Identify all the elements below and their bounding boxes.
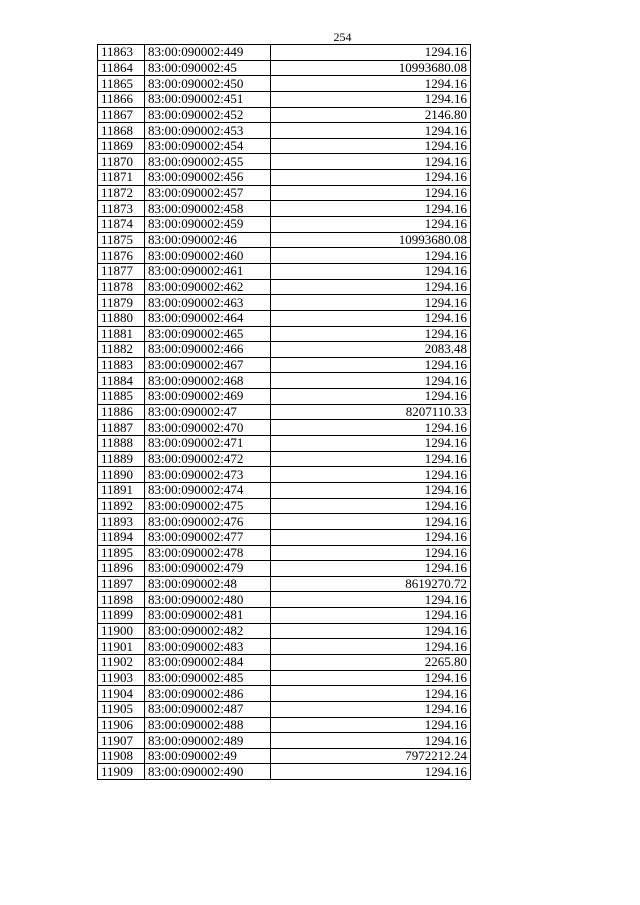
table-row: [98, 185, 471, 201]
cadastral-number-cell: 83:00:090002:475: [145, 498, 271, 514]
table-row: [98, 138, 471, 154]
value-cell: 2083.48: [271, 342, 471, 358]
value-cell: 8619270.72: [271, 576, 471, 592]
value-cell: 1294.16: [271, 248, 471, 264]
row-number-cell: 11897: [98, 576, 145, 592]
cadastral-number-cell: 83:00:090002:449: [145, 45, 271, 61]
cadastral-number-cell: 83:00:090002:464: [145, 310, 271, 326]
value-cell: 2265.80: [271, 654, 471, 670]
cadastral-number-cell: 83:00:090002:455: [145, 154, 271, 170]
table-row: [98, 373, 471, 389]
row-number-cell: 11877: [98, 263, 145, 279]
row-number-cell: 11898: [98, 592, 145, 608]
row-number-cell: 11888: [98, 436, 145, 452]
row-number-cell: 11880: [98, 310, 145, 326]
table-row: [98, 764, 471, 780]
cadastral-number-cell: 83:00:090002:49: [145, 748, 271, 764]
cadastral-number-cell: 83:00:090002:486: [145, 686, 271, 702]
table-row: [98, 670, 471, 686]
table-row: [98, 45, 471, 61]
row-number-cell: 11889: [98, 451, 145, 467]
cadastral-number-cell: 83:00:090002:459: [145, 217, 271, 233]
table-row: [98, 60, 471, 76]
table-row: [98, 639, 471, 655]
table-row: [98, 529, 471, 545]
value-cell: 1294.16: [271, 420, 471, 436]
row-number-cell: 11893: [98, 514, 145, 530]
cadastral-number-cell: 83:00:090002:45: [145, 60, 271, 76]
value-cell: 1294.16: [271, 764, 471, 780]
value-cell: 1294.16: [271, 592, 471, 608]
table-row: [98, 357, 471, 373]
row-number-cell: 11865: [98, 76, 145, 92]
value-cell: 1294.16: [271, 389, 471, 405]
page-number: 254: [333, 30, 352, 44]
value-cell: 1294.16: [271, 295, 471, 311]
cadastral-number-cell: 83:00:090002:480: [145, 592, 271, 608]
cadastral-number-cell: 83:00:090002:46: [145, 232, 271, 248]
table-row: [98, 717, 471, 733]
cadastral-number-cell: 83:00:090002:487: [145, 701, 271, 717]
cadastral-number-cell: 83:00:090002:450: [145, 76, 271, 92]
row-number-cell: 11884: [98, 373, 145, 389]
row-number-cell: 11909: [98, 764, 145, 780]
row-number-cell: 11903: [98, 670, 145, 686]
row-number-cell: 11875: [98, 232, 145, 248]
value-cell: 1294.16: [271, 608, 471, 624]
value-cell: 1294.16: [271, 623, 471, 639]
table-row: [98, 107, 471, 123]
cadastral-number-cell: 83:00:090002:471: [145, 436, 271, 452]
table-row: [98, 123, 471, 139]
value-cell: 1294.16: [271, 123, 471, 139]
cadastral-number-cell: 83:00:090002:477: [145, 529, 271, 545]
table-row: [98, 467, 471, 483]
row-number-cell: 11872: [98, 185, 145, 201]
value-cell: 1294.16: [271, 357, 471, 373]
row-number-cell: 11866: [98, 91, 145, 107]
cadastral-number-cell: 83:00:090002:460: [145, 248, 271, 264]
row-number-cell: 11864: [98, 60, 145, 76]
row-number-cell: 11870: [98, 154, 145, 170]
value-cell: 10993680.08: [271, 232, 471, 248]
row-number-cell: 11906: [98, 717, 145, 733]
value-cell: 1294.16: [271, 326, 471, 342]
value-cell: 1294.16: [271, 138, 471, 154]
cadastral-number-cell: 83:00:090002:468: [145, 373, 271, 389]
table-row: [98, 154, 471, 170]
table-row: [98, 217, 471, 233]
value-cell: 1294.16: [271, 263, 471, 279]
row-number-cell: 11883: [98, 357, 145, 373]
cadastral-number-cell: 83:00:090002:47: [145, 404, 271, 420]
table-row: [98, 404, 471, 420]
table-row: [98, 514, 471, 530]
row-number-cell: 11902: [98, 654, 145, 670]
table-row: [98, 295, 471, 311]
table-row: [98, 592, 471, 608]
cadastral-number-cell: 83:00:090002:489: [145, 733, 271, 749]
table-row: [98, 608, 471, 624]
cadastral-number-cell: 83:00:090002:481: [145, 608, 271, 624]
table-row: [98, 748, 471, 764]
row-number-cell: 11907: [98, 733, 145, 749]
cadastral-number-cell: 83:00:090002:453: [145, 123, 271, 139]
row-number-cell: 11891: [98, 482, 145, 498]
row-number-cell: 11878: [98, 279, 145, 295]
row-number-cell: 11869: [98, 138, 145, 154]
table-row: [98, 482, 471, 498]
value-cell: 1294.16: [271, 498, 471, 514]
table-row: [98, 623, 471, 639]
cadastral-number-cell: 83:00:090002:454: [145, 138, 271, 154]
table-row: [98, 263, 471, 279]
cadastral-number-cell: 83:00:090002:451: [145, 91, 271, 107]
value-cell: 1294.16: [271, 201, 471, 217]
row-number-cell: 11885: [98, 389, 145, 405]
row-number-cell: 11901: [98, 639, 145, 655]
cadastral-number-cell: 83:00:090002:469: [145, 389, 271, 405]
value-cell: 1294.16: [271, 154, 471, 170]
value-cell: 1294.16: [271, 639, 471, 655]
row-number-cell: 11887: [98, 420, 145, 436]
value-cell: 1294.16: [271, 733, 471, 749]
value-cell: 1294.16: [271, 529, 471, 545]
value-cell: 2146.80: [271, 107, 471, 123]
cadastral-number-cell: 83:00:090002:463: [145, 295, 271, 311]
value-cell: 10993680.08: [271, 60, 471, 76]
registry-table: [97, 44, 471, 780]
cadastral-number-cell: 83:00:090002:478: [145, 545, 271, 561]
value-cell: 1294.16: [271, 91, 471, 107]
value-cell: 1294.16: [271, 185, 471, 201]
table-row: [98, 451, 471, 467]
value-cell: 1294.16: [271, 310, 471, 326]
cadastral-number-cell: 83:00:090002:466: [145, 342, 271, 358]
value-cell: 1294.16: [271, 561, 471, 577]
value-cell: 1294.16: [271, 686, 471, 702]
cadastral-number-cell: 83:00:090002:474: [145, 482, 271, 498]
table-row: [98, 310, 471, 326]
row-number-cell: 11900: [98, 623, 145, 639]
table-row: [98, 201, 471, 217]
value-cell: 1294.16: [271, 279, 471, 295]
value-cell: 1294.16: [271, 170, 471, 186]
row-number-cell: 11881: [98, 326, 145, 342]
cadastral-number-cell: 83:00:090002:465: [145, 326, 271, 342]
cadastral-number-cell: 83:00:090002:476: [145, 514, 271, 530]
value-cell: 7972212.24: [271, 748, 471, 764]
cadastral-number-cell: 83:00:090002:458: [145, 201, 271, 217]
row-number-cell: 11882: [98, 342, 145, 358]
row-number-cell: 11873: [98, 201, 145, 217]
cadastral-number-cell: 83:00:090002:472: [145, 451, 271, 467]
value-cell: 1294.16: [271, 482, 471, 498]
cadastral-number-cell: 83:00:090002:488: [145, 717, 271, 733]
cadastral-number-cell: 83:00:090002:456: [145, 170, 271, 186]
cadastral-number-cell: 83:00:090002:490: [145, 764, 271, 780]
value-cell: 1294.16: [271, 467, 471, 483]
row-number-cell: 11868: [98, 123, 145, 139]
cadastral-number-cell: 83:00:090002:482: [145, 623, 271, 639]
row-number-cell: 11904: [98, 686, 145, 702]
row-number-cell: 11879: [98, 295, 145, 311]
cadastral-number-cell: 83:00:090002:462: [145, 279, 271, 295]
table-row: [98, 654, 471, 670]
cadastral-number-cell: 83:00:090002:48: [145, 576, 271, 592]
row-number-cell: 11894: [98, 529, 145, 545]
row-number-cell: 11863: [98, 45, 145, 61]
table-row: [98, 170, 471, 186]
value-cell: 1294.16: [271, 514, 471, 530]
value-cell: 1294.16: [271, 670, 471, 686]
table-row: [98, 420, 471, 436]
value-cell: 1294.16: [271, 436, 471, 452]
table-row: [98, 232, 471, 248]
table-row: [98, 733, 471, 749]
value-cell: 1294.16: [271, 545, 471, 561]
cadastral-number-cell: 83:00:090002:461: [145, 263, 271, 279]
value-cell: 1294.16: [271, 701, 471, 717]
row-number-cell: 11876: [98, 248, 145, 264]
table-row: [98, 561, 471, 577]
cadastral-number-cell: 83:00:090002:457: [145, 185, 271, 201]
row-number-cell: 11895: [98, 545, 145, 561]
row-number-cell: 11892: [98, 498, 145, 514]
value-cell: 1294.16: [271, 76, 471, 92]
value-cell: 1294.16: [271, 45, 471, 61]
row-number-cell: 11886: [98, 404, 145, 420]
value-cell: 1294.16: [271, 217, 471, 233]
row-number-cell: 11908: [98, 748, 145, 764]
cadastral-number-cell: 83:00:090002:484: [145, 654, 271, 670]
row-number-cell: 11874: [98, 217, 145, 233]
table-row: [98, 686, 471, 702]
registry-table-body: [98, 45, 471, 780]
cadastral-number-cell: 83:00:090002:483: [145, 639, 271, 655]
table-row: [98, 389, 471, 405]
table-row: [98, 279, 471, 295]
row-number-cell: 11905: [98, 701, 145, 717]
table-row: [98, 76, 471, 92]
cadastral-number-cell: 83:00:090002:485: [145, 670, 271, 686]
value-cell: 1294.16: [271, 717, 471, 733]
table-row: [98, 326, 471, 342]
table-row: [98, 436, 471, 452]
table-row: [98, 576, 471, 592]
cadastral-number-cell: 83:00:090002:470: [145, 420, 271, 436]
table-row: [98, 701, 471, 717]
value-cell: 1294.16: [271, 451, 471, 467]
table-row: [98, 342, 471, 358]
row-number-cell: 11867: [98, 107, 145, 123]
row-number-cell: 11899: [98, 608, 145, 624]
table-row: [98, 545, 471, 561]
cadastral-number-cell: 83:00:090002:452: [145, 107, 271, 123]
row-number-cell: 11890: [98, 467, 145, 483]
row-number-cell: 11871: [98, 170, 145, 186]
cadastral-number-cell: 83:00:090002:473: [145, 467, 271, 483]
value-cell: 8207110.33: [271, 404, 471, 420]
value-cell: 1294.16: [271, 373, 471, 389]
cadastral-number-cell: 83:00:090002:467: [145, 357, 271, 373]
table-row: [98, 498, 471, 514]
cadastral-number-cell: 83:00:090002:479: [145, 561, 271, 577]
table-row: [98, 91, 471, 107]
table-row: [98, 248, 471, 264]
row-number-cell: 11896: [98, 561, 145, 577]
